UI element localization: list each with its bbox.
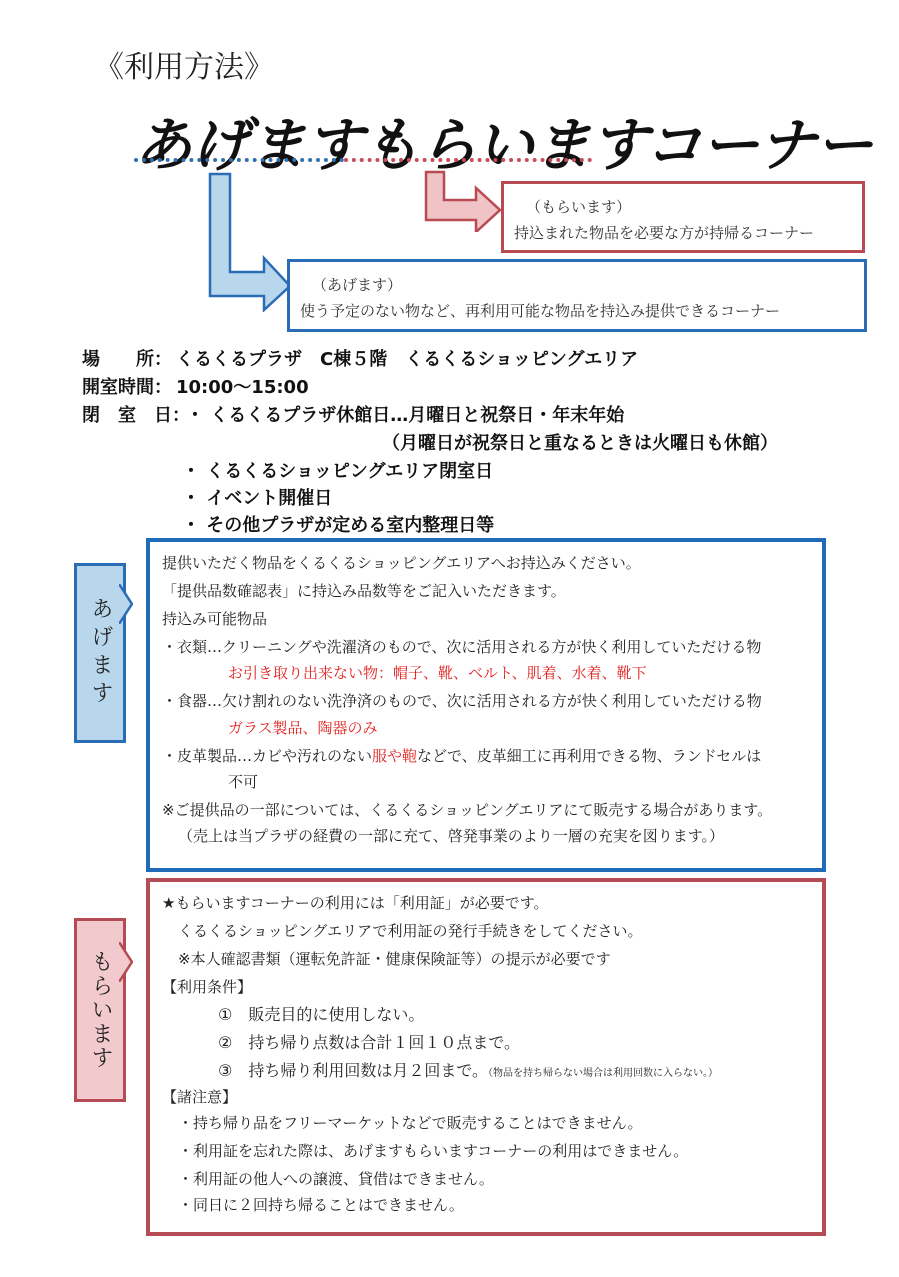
- agemasu-line-note: ガラス製品、陶器のみ: [228, 719, 378, 737]
- condition-item: ② 持ち帰り点数は合計１回１０点まで。: [218, 1033, 521, 1052]
- moraimasu-line: ※本人確認書類（運転免許証・健康保険証等）の提示が必要です: [178, 950, 611, 968]
- agemasu-text: ・皮革製品…カビや汚れのない: [162, 747, 373, 765]
- agemasu-line: ・食器…欠け割れのない洗浄済のもので、次に活用される方が快く利用していただける物: [162, 692, 762, 710]
- closed-item: （月曜日が祝祭日と重なるときは火曜日も休館）: [382, 433, 778, 454]
- arrow-icon-agemasu: [206, 172, 294, 312]
- agemasu-line: 「提供品数確認表」に持込み品数等をご記入いただきます。: [162, 582, 566, 600]
- moraimasu-line: 【諸注意】: [162, 1088, 238, 1106]
- agemasu-line: ※ご提供品の一部については、くるくるショッピングエリアにて販売する場合があります。: [162, 801, 773, 819]
- callout-agemasu: [287, 259, 867, 332]
- condition-item: [218, 1058, 718, 1081]
- agemasu-line-leather: [162, 745, 761, 766]
- closed-item: ・ くるくるショッピングエリア閉室日: [182, 461, 494, 482]
- agemasu-line: 提供いただく物品をくるくるショッピングエリアへお持込みください。: [162, 554, 641, 572]
- place-value: くるくるプラザ C棟５階 くるくるショッピングエリア: [176, 349, 639, 370]
- closed-item: ・ くるくるプラザ休館日…月曜日と祝祭日・年末年始: [186, 405, 625, 426]
- notice-item: ・利用証を忘れた際は、あげますもらいますコーナーの利用はできません。: [178, 1142, 689, 1160]
- place-label: 場 所：: [82, 349, 172, 370]
- hours-value: 10:00～15:00: [176, 377, 309, 398]
- condition-item: ① 販売目的に使用しない。: [218, 1005, 425, 1024]
- moraimasu-line: 【利用条件】: [162, 978, 253, 996]
- callout-moraimasu-label: （もらいます）: [526, 198, 632, 216]
- agemasu-box: [146, 538, 826, 872]
- condition-text: ③ 持ち帰り利用回数は月２回まで。: [218, 1061, 489, 1080]
- callout-agemasu-label: （あげます）: [312, 276, 403, 294]
- notice-item: ・持ち帰り品をフリーマーケットなどで販売することはできません。: [178, 1114, 643, 1132]
- moraimasu-line: ★もらいますコーナーの利用には「利用証」が必要です。: [162, 894, 549, 912]
- hours-label: 開室時間：: [82, 377, 172, 398]
- agemasu-text-highlight: 服や鞄: [372, 747, 418, 765]
- callout-moraimasu: [501, 181, 865, 253]
- agemasu-tag-pointer: [119, 584, 133, 624]
- moraimasu-tag-pointer: [119, 942, 133, 982]
- callout-agemasu-desc: 使う予定のない物など、再利用可能な物品を持込み提供できるコーナー: [300, 302, 781, 320]
- moraimasu-line: くるくるショッピングエリアで利用証の発行手続きをしてください。: [178, 922, 643, 940]
- agemasu-line: 不可: [228, 773, 259, 791]
- agemasu-line: （売上は当プラザの経費の一部に充て、啓発事業のより一層の充実を図ります。）: [178, 827, 725, 845]
- title-underline-moraimasu: [344, 158, 592, 162]
- title-underline-agemasu: [134, 158, 344, 162]
- condition-footnote: （物品を持ち帰らない場合は利用回数に入らない。）: [488, 1068, 719, 1079]
- closed-label: 閉 室 日：: [82, 405, 190, 426]
- closed-item: ・ その他プラザが定める室内整理日等: [182, 515, 495, 536]
- section-heading: 《利用方法》: [94, 50, 274, 85]
- notice-item: ・利用証の他人への譲渡、貸借はできません。: [178, 1170, 494, 1188]
- page-title: あげますもらいますコーナー: [134, 111, 873, 179]
- notice-item: ・同日に２回持ち帰ることはできません。: [178, 1196, 464, 1214]
- agemasu-line-note: お引き取り出来ない物：帽子、靴、ベルト、肌着、水着、靴下: [228, 664, 647, 682]
- agemasu-text: などで、皮革細工に再利用できる物、ランドセルは: [417, 747, 762, 765]
- callout-moraimasu-desc: 持込まれた物品を必要な方が持帰るコーナー: [514, 224, 815, 242]
- agemasu-tag-label: あげます: [88, 597, 113, 709]
- moraimasu-box: [146, 878, 826, 1236]
- agemasu-line: 持込み可能物品: [162, 610, 268, 628]
- arrow-icon-moraimasu: [420, 170, 505, 232]
- moraimasu-tag-label: もらいます: [88, 950, 113, 1070]
- closed-item: ・ イベント開催日: [182, 488, 333, 509]
- agemasu-line: ・衣類…クリーニングや洗濯済のもので、次に活用される方が快く利用していただける物: [162, 638, 762, 656]
